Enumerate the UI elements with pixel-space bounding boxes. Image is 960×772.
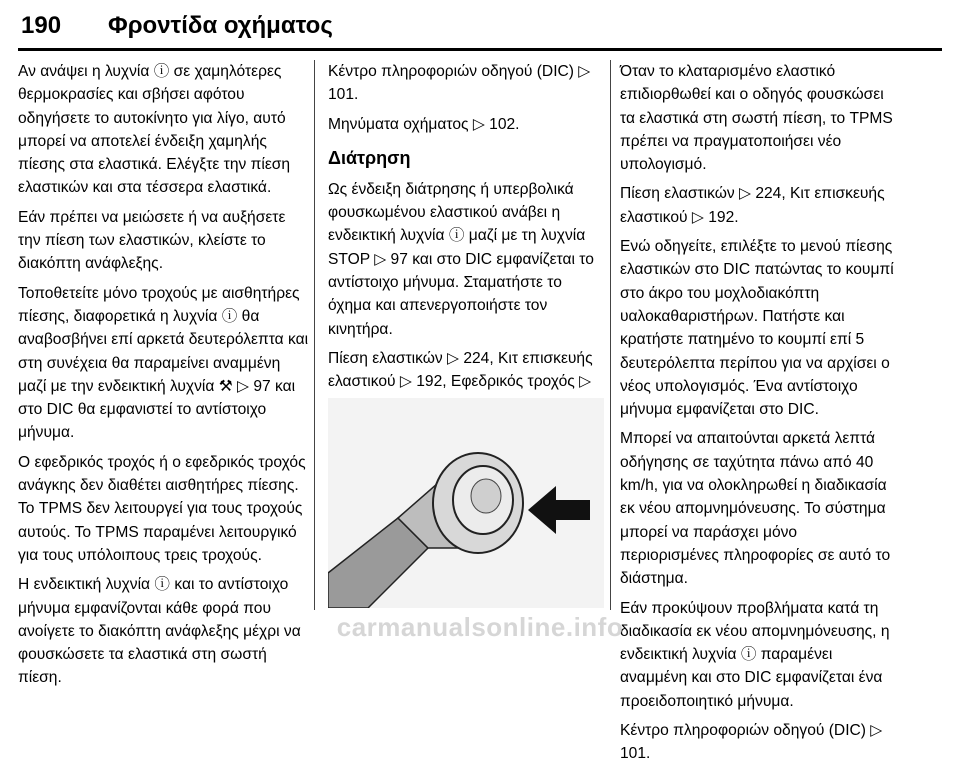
paragraph: Ο εφεδρικός τροχός ή ο εφεδρικός τροχός ανάγκης δεν διαθέτει αισθητήρες πίεσης. Το TPMS δεν λειτουργεί για τους τροχούς αυτούς. Το TPMS παραμένει λειτουργικό για τους υπόλοιπους τρεις τροχούς. [18, 453, 306, 564]
page-title: Φροντίδα οχήματος [108, 12, 333, 39]
header-rule [18, 48, 942, 51]
paragraph: Κέντρο πληροφοριών οδηγού (DIC) ▷ 101. [328, 63, 591, 104]
section-heading: Διάτρηση [328, 147, 411, 168]
column-right [620, 60, 896, 772]
watermark: carmanualsonline.info [336, 611, 624, 642]
stalk-drawing [328, 398, 604, 608]
column-divider [610, 60, 611, 610]
paragraph: Ως ένδειξη διάτρησης ή υπερβολικά φουσκωμένου ελαστικού ανάβει η ενδεικτική λυχνία ⓘ μαζί με τη λυχνία STOP ▷ 97 και στο DIC εμφανίζεται το αντίστοιχο μήνυμα. Σταματήστε το όχημα και απενεργοποιήστε τον κινητήρα. [328, 180, 594, 338]
paragraph: Πίεση ελαστικών ▷ 224, Κιτ επισκευής ελαστικού ▷ 192. [620, 185, 885, 226]
paragraph: Μπορεί να απαιτούνται αρκετά λεπτά οδήγησης σε ταχύτητα πάνω από 40 km/h, για να ολοκληρωθεί η διαδικασία εκ νέου απομνημόνευσης. Το σύστημα μπορεί να παράσχει μόνο περιορισμένες πληροφορίες σε αυτό το διάστημα. [620, 430, 891, 588]
page-number: 190 [21, 12, 62, 39]
paragraph: Μηνύματα οχήματος ▷ 102. [328, 115, 520, 133]
wiper-stalk-illustration [328, 398, 604, 608]
paragraph: Πίεση ελαστικών ▷ 224, Κιτ επισκευής ελαστικού ▷ 192, Εφεδρικός τροχός ▷ [328, 349, 593, 391]
paragraph: Εάν προκύψουν προβλήματα κατά τη διαδικασία εκ νέου απομνημόνευσης, η ενδεικτική λυχνία ⓘ παραμένει αναμμένη και στο DIC εμφανίζεται ένα προειδοποιητικό μήνυμα. [620, 599, 890, 710]
paragraph: Τοποθετείτε μόνο τροχούς με αισθητήρες πίεσης, διαφορετικά η λυχνία ⓘ θα αναβοσβήνει επί αρκετά δευτερόλεπτα και στη συνέχεια θα παραμείνει αναμμένη μαζί με την ενδεικτική λυχνία ⚒ ▷ 97 και στο DIC θα εμφανιστεί το αντίστοιχο μήνυμα. [18, 284, 309, 442]
paragraph: Κέντρο πληροφοριών οδηγού (DIC) ▷ 101. [620, 722, 883, 763]
column-left [18, 60, 310, 696]
paragraph: Ενώ οδηγείτε, επιλέξτε το μενού πίεσης ελαστικών στο DIC πατώντας το κουμπί στο άκρο του μοχλοδιακόπτη υαλοκαθαριστήρων. Πατήστε και κρατήστε πατημένο το κουμπί επί 5 δευτερόλεπτα περίπου για να αρχίσει ο νέος υπολογισμός. Ένα αντίστοιχο μήνυμα εμφανίζεται στο DIC. [620, 238, 894, 419]
stalk-button-center [471, 479, 501, 513]
page-header [0, 0, 960, 48]
paragraph: Αν ανάψει η λυχνία ⓘ σε χαμηλότερες θερμοκρασίες και σβήσει αφότου οδηγήσετε το αυτοκίνητο για λίγο, αυτό μπορεί να αποτελεί ένδειξη χαμηλής πίεσης στα ελαστικά. Ελέγξτε την πίεση ελαστικών και στα τέσσερα ελαστικά. [18, 63, 291, 197]
paragraph: Εάν πρέπει να μειώσετε ή να αυξήσετε την πίεση των ελαστικών, κλείστε το διακόπτη ανάφλεξης. [18, 208, 286, 273]
column-divider [314, 60, 315, 610]
paragraph: Όταν το κλαταρισμένο ελαστικό επιδιορθωθεί και ο οδηγός φουσκώσει τα ελαστικά στη σωστή πίεση, το TPMS πρέπει να πραγματοποιήσει νέο υπολογισμό. [620, 63, 893, 174]
paragraph: Η ενδεικτική λυχνία ⓘ και το αντίστοιχο μήνυμα εμφανίζονται κάθε φορά που ανοίγετε το διακόπτη ανάφλεξης μέχρι να φουσκώσετε τα ελαστικά στη σωστή πίεση. [18, 576, 301, 687]
